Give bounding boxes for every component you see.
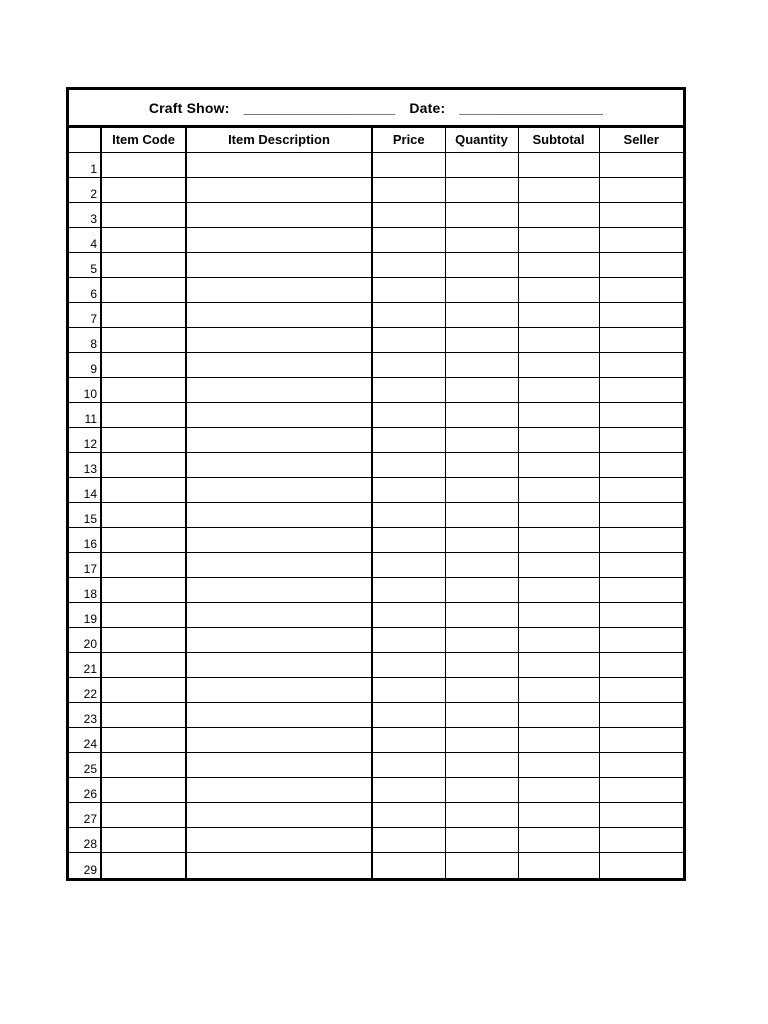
quantity-cell[interactable] <box>445 402 518 427</box>
table-row <box>69 227 683 252</box>
row-number: 18 <box>69 578 101 603</box>
quantity-cell[interactable] <box>445 678 518 703</box>
price-cell[interactable] <box>372 327 445 352</box>
row-number: 4 <box>69 227 101 252</box>
table-row <box>69 603 683 628</box>
items-table <box>69 128 683 878</box>
subtotal-cell[interactable] <box>518 427 599 452</box>
table-row <box>69 753 683 778</box>
subtotal-cell[interactable] <box>518 803 599 828</box>
subtotal-cell[interactable] <box>518 302 599 327</box>
item-code-cell[interactable] <box>101 302 186 327</box>
item-description-cell[interactable] <box>186 277 372 302</box>
table-row <box>69 728 683 753</box>
table-row <box>69 152 683 177</box>
subtotal-cell[interactable] <box>518 352 599 377</box>
row-number: 22 <box>69 678 101 703</box>
subtotal-cell[interactable] <box>518 452 599 477</box>
seller-cell[interactable] <box>599 553 683 578</box>
subtotal-cell[interactable] <box>518 828 599 853</box>
table-row <box>69 477 683 502</box>
quantity-cell[interactable] <box>445 803 518 828</box>
subtotal-cell[interactable] <box>518 527 599 552</box>
column-header-item-code: Item Code <box>101 128 186 152</box>
quantity-cell[interactable] <box>445 177 518 202</box>
quantity-cell[interactable] <box>445 227 518 252</box>
subtotal-cell[interactable] <box>518 853 599 878</box>
quantity-cell[interactable] <box>445 377 518 402</box>
seller-cell[interactable] <box>599 302 683 327</box>
price-cell[interactable] <box>372 578 445 603</box>
item-description-cell[interactable] <box>186 527 372 552</box>
item-code-cell[interactable] <box>101 227 186 252</box>
table-row <box>69 553 683 578</box>
seller-cell[interactable] <box>599 753 683 778</box>
quantity-cell[interactable] <box>445 628 518 653</box>
seller-cell[interactable] <box>599 177 683 202</box>
row-number: 29 <box>69 853 101 878</box>
subtotal-cell[interactable] <box>518 327 599 352</box>
table-row <box>69 202 683 227</box>
item-description-cell[interactable] <box>186 728 372 753</box>
craft-show-field[interactable]: ___________________ <box>243 99 396 116</box>
seller-cell[interactable] <box>599 202 683 227</box>
subtotal-cell[interactable] <box>518 177 599 202</box>
table-row <box>69 352 683 377</box>
subtotal-cell[interactable] <box>518 628 599 653</box>
seller-cell[interactable] <box>599 427 683 452</box>
quantity-cell[interactable] <box>445 553 518 578</box>
price-cell[interactable] <box>372 402 445 427</box>
item-code-cell[interactable] <box>101 202 186 227</box>
table-header-row <box>69 128 683 152</box>
item-description-cell[interactable] <box>186 252 372 277</box>
seller-cell[interactable] <box>599 277 683 302</box>
row-number: 23 <box>69 703 101 728</box>
item-description-cell[interactable] <box>186 377 372 402</box>
item-description-cell[interactable] <box>186 427 372 452</box>
price-cell[interactable] <box>372 628 445 653</box>
row-number: 3 <box>69 202 101 227</box>
subtotal-cell[interactable] <box>518 502 599 527</box>
quantity-cell[interactable] <box>445 452 518 477</box>
row-number: 16 <box>69 527 101 552</box>
subtotal-cell[interactable] <box>518 778 599 803</box>
table-row <box>69 578 683 603</box>
quantity-cell[interactable] <box>445 352 518 377</box>
seller-cell[interactable] <box>599 803 683 828</box>
subtotal-cell[interactable] <box>518 603 599 628</box>
subtotal-cell[interactable] <box>518 477 599 502</box>
price-cell[interactable] <box>372 352 445 377</box>
quantity-cell[interactable] <box>445 152 518 177</box>
item-code-cell[interactable] <box>101 853 186 878</box>
seller-cell[interactable] <box>599 828 683 853</box>
subtotal-cell[interactable] <box>518 578 599 603</box>
item-code-cell[interactable] <box>101 152 186 177</box>
price-cell[interactable] <box>372 502 445 527</box>
quantity-cell[interactable] <box>445 502 518 527</box>
column-header-price: Price <box>372 128 445 152</box>
price-cell[interactable] <box>372 653 445 678</box>
row-number: 19 <box>69 603 101 628</box>
seller-cell[interactable] <box>599 377 683 402</box>
price-cell[interactable] <box>372 377 445 402</box>
quantity-cell[interactable] <box>445 327 518 352</box>
row-number: 15 <box>69 502 101 527</box>
subtotal-cell[interactable] <box>518 202 599 227</box>
quantity-cell[interactable] <box>445 302 518 327</box>
item-description-cell[interactable] <box>186 678 372 703</box>
subtotal-cell[interactable] <box>518 402 599 427</box>
price-cell[interactable] <box>372 202 445 227</box>
table-row <box>69 377 683 402</box>
table-row <box>69 177 683 202</box>
subtotal-cell[interactable] <box>518 553 599 578</box>
price-cell[interactable] <box>372 152 445 177</box>
seller-cell[interactable] <box>599 653 683 678</box>
item-code-cell[interactable] <box>101 277 186 302</box>
row-number: 11 <box>69 402 101 427</box>
row-number: 7 <box>69 302 101 327</box>
item-description-cell[interactable] <box>186 853 372 878</box>
column-header-seller: Seller <box>599 128 683 152</box>
price-cell[interactable] <box>372 553 445 578</box>
item-code-cell[interactable] <box>101 427 186 452</box>
seller-cell[interactable] <box>599 352 683 377</box>
quantity-cell[interactable] <box>445 853 518 878</box>
quantity-cell[interactable] <box>445 778 518 803</box>
table-row <box>69 527 683 552</box>
quantity-cell[interactable] <box>445 728 518 753</box>
column-header-row-number <box>69 128 101 152</box>
date-label: Date: <box>409 99 446 116</box>
item-code-cell[interactable] <box>101 603 186 628</box>
subtotal-cell[interactable] <box>518 653 599 678</box>
price-cell[interactable] <box>372 177 445 202</box>
column-header-quantity: Quantity <box>445 128 518 152</box>
price-cell[interactable] <box>372 753 445 778</box>
row-number: 9 <box>69 352 101 377</box>
row-number: 2 <box>69 177 101 202</box>
craft-show-sales-sheet <box>66 87 686 881</box>
subtotal-cell[interactable] <box>518 152 599 177</box>
quantity-cell[interactable] <box>445 252 518 277</box>
item-code-cell[interactable] <box>101 678 186 703</box>
item-code-cell[interactable] <box>101 653 186 678</box>
table-row <box>69 327 683 352</box>
quantity-cell[interactable] <box>445 653 518 678</box>
row-number: 14 <box>69 477 101 502</box>
price-cell[interactable] <box>372 728 445 753</box>
seller-cell[interactable] <box>599 527 683 552</box>
item-description-cell[interactable] <box>186 753 372 778</box>
quantity-cell[interactable] <box>445 578 518 603</box>
subtotal-cell[interactable] <box>518 703 599 728</box>
date-field[interactable]: __________________ <box>459 99 604 116</box>
subtotal-cell[interactable] <box>518 377 599 402</box>
table-row <box>69 277 683 302</box>
item-description-cell[interactable] <box>186 327 372 352</box>
table-row <box>69 302 683 327</box>
price-cell[interactable] <box>372 227 445 252</box>
seller-cell[interactable] <box>599 152 683 177</box>
table-row <box>69 427 683 452</box>
price-cell[interactable] <box>372 302 445 327</box>
item-code-cell[interactable] <box>101 477 186 502</box>
item-code-cell[interactable] <box>101 703 186 728</box>
item-description-cell[interactable] <box>186 402 372 427</box>
item-description-cell[interactable] <box>186 828 372 853</box>
column-header-item-description: Item Description <box>186 128 372 152</box>
item-code-cell[interactable] <box>101 327 186 352</box>
item-description-cell[interactable] <box>186 152 372 177</box>
seller-cell[interactable] <box>599 628 683 653</box>
item-description-cell[interactable] <box>186 177 372 202</box>
item-code-cell[interactable] <box>101 828 186 853</box>
table-row <box>69 853 683 878</box>
price-cell[interactable] <box>372 427 445 452</box>
row-number: 12 <box>69 427 101 452</box>
seller-cell[interactable] <box>599 452 683 477</box>
quantity-cell[interactable] <box>445 427 518 452</box>
seller-cell[interactable] <box>599 728 683 753</box>
table-row <box>69 402 683 427</box>
row-number: 28 <box>69 828 101 853</box>
item-code-cell[interactable] <box>101 352 186 377</box>
price-cell[interactable] <box>372 277 445 302</box>
price-cell[interactable] <box>372 853 445 878</box>
row-number: 13 <box>69 452 101 477</box>
price-cell[interactable] <box>372 603 445 628</box>
seller-cell[interactable] <box>599 603 683 628</box>
seller-cell[interactable] <box>599 678 683 703</box>
item-code-cell[interactable] <box>101 803 186 828</box>
item-code-cell[interactable] <box>101 527 186 552</box>
item-code-cell[interactable] <box>101 452 186 477</box>
item-code-cell[interactable] <box>101 778 186 803</box>
seller-cell[interactable] <box>599 252 683 277</box>
quantity-cell[interactable] <box>445 527 518 552</box>
row-number: 1 <box>69 152 101 177</box>
seller-cell[interactable] <box>599 502 683 527</box>
table-row <box>69 628 683 653</box>
quantity-cell[interactable] <box>445 202 518 227</box>
price-cell[interactable] <box>372 527 445 552</box>
table-row <box>69 703 683 728</box>
item-code-cell[interactable] <box>101 377 186 402</box>
row-number: 6 <box>69 277 101 302</box>
seller-cell[interactable] <box>599 703 683 728</box>
seller-cell[interactable] <box>599 778 683 803</box>
subtotal-cell[interactable] <box>518 753 599 778</box>
price-cell[interactable] <box>372 778 445 803</box>
item-description-cell[interactable] <box>186 502 372 527</box>
item-code-cell[interactable] <box>101 628 186 653</box>
item-rows <box>69 152 683 878</box>
row-number: 8 <box>69 327 101 352</box>
seller-cell[interactable] <box>599 578 683 603</box>
price-cell[interactable] <box>372 452 445 477</box>
item-description-cell[interactable] <box>186 803 372 828</box>
subtotal-cell[interactable] <box>518 678 599 703</box>
quantity-cell[interactable] <box>445 828 518 853</box>
row-number: 24 <box>69 728 101 753</box>
item-code-cell[interactable] <box>101 177 186 202</box>
item-code-cell[interactable] <box>101 553 186 578</box>
row-number: 17 <box>69 553 101 578</box>
subtotal-cell[interactable] <box>518 277 599 302</box>
table-row <box>69 678 683 703</box>
item-code-cell[interactable] <box>101 252 186 277</box>
column-header-subtotal: Subtotal <box>518 128 599 152</box>
table-row <box>69 502 683 527</box>
item-description-cell[interactable] <box>186 578 372 603</box>
item-description-cell[interactable] <box>186 703 372 728</box>
price-cell[interactable] <box>372 252 445 277</box>
seller-cell[interactable] <box>599 477 683 502</box>
table-row <box>69 828 683 853</box>
seller-cell[interactable] <box>599 853 683 878</box>
quantity-cell[interactable] <box>445 477 518 502</box>
item-code-cell[interactable] <box>101 728 186 753</box>
row-number: 26 <box>69 778 101 803</box>
item-code-cell[interactable] <box>101 502 186 527</box>
subtotal-cell[interactable] <box>518 728 599 753</box>
row-number: 27 <box>69 803 101 828</box>
seller-cell[interactable] <box>599 402 683 427</box>
craft-show-label: Craft Show: <box>148 99 230 116</box>
row-number: 5 <box>69 252 101 277</box>
item-description-cell[interactable] <box>186 202 372 227</box>
sheet-header <box>69 90 683 128</box>
table-row <box>69 452 683 477</box>
subtotal-cell[interactable] <box>518 227 599 252</box>
item-description-cell[interactable] <box>186 603 372 628</box>
table-row <box>69 252 683 277</box>
item-code-cell[interactable] <box>101 753 186 778</box>
seller-cell[interactable] <box>599 327 683 352</box>
table-row <box>69 803 683 828</box>
row-number: 20 <box>69 628 101 653</box>
item-code-cell[interactable] <box>101 402 186 427</box>
table-row <box>69 778 683 803</box>
price-cell[interactable] <box>372 703 445 728</box>
seller-cell[interactable] <box>599 227 683 252</box>
subtotal-cell[interactable] <box>518 252 599 277</box>
row-number: 25 <box>69 753 101 778</box>
item-description-cell[interactable] <box>186 778 372 803</box>
item-description-cell[interactable] <box>186 653 372 678</box>
item-description-cell[interactable] <box>186 477 372 502</box>
price-cell[interactable] <box>372 678 445 703</box>
item-code-cell[interactable] <box>101 578 186 603</box>
item-description-cell[interactable] <box>186 352 372 377</box>
quantity-cell[interactable] <box>445 277 518 302</box>
item-description-cell[interactable] <box>186 628 372 653</box>
table-row <box>69 653 683 678</box>
item-description-cell[interactable] <box>186 553 372 578</box>
quantity-cell[interactable] <box>445 603 518 628</box>
item-description-cell[interactable] <box>186 227 372 252</box>
row-number: 10 <box>69 377 101 402</box>
quantity-cell[interactable] <box>445 703 518 728</box>
row-number: 21 <box>69 653 101 678</box>
item-description-cell[interactable] <box>186 302 372 327</box>
item-description-cell[interactable] <box>186 452 372 477</box>
quantity-cell[interactable] <box>445 753 518 778</box>
price-cell[interactable] <box>372 477 445 502</box>
price-cell[interactable] <box>372 803 445 828</box>
price-cell[interactable] <box>372 828 445 853</box>
